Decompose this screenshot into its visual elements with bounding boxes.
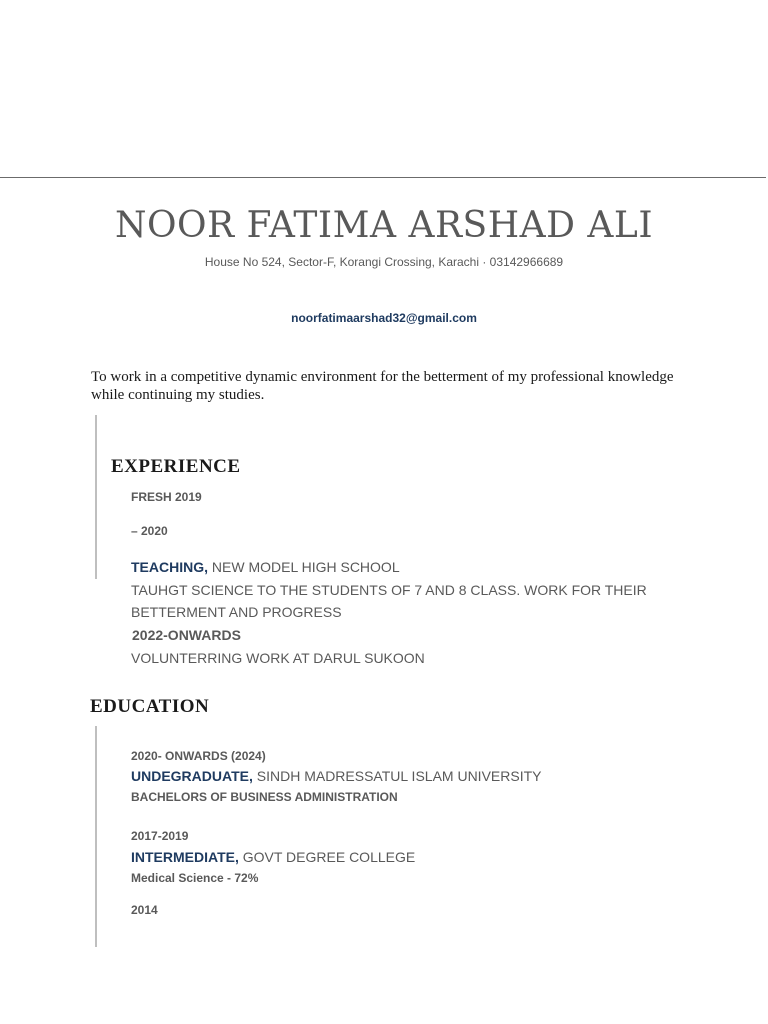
objective-text: To work in a competitive dynamic environment for the betterment of my professional knowledge while continuing my studies. xyxy=(91,369,674,403)
experience-role-org: NEW MODEL HIGH SCHOOL xyxy=(211,559,400,575)
education-entry xyxy=(131,849,415,865)
experience-date-end: – 2020 xyxy=(131,524,168,538)
volunteer-date: 2022-ONWARDS xyxy=(132,627,241,643)
education-date: 2017-2019 xyxy=(131,829,189,843)
experience-role-title: TEACHING, xyxy=(131,559,208,575)
education-detail: BACHELORS OF BUSINESS ADMINISTRATION xyxy=(131,790,398,804)
experience-date-start: FRESH 2019 xyxy=(131,490,202,504)
education-date: 2014 xyxy=(131,903,158,917)
experience-heading: EXPERIENCE xyxy=(111,456,241,477)
experience-role-description: TAUHGT SCIENCE TO THE STUDENTS OF 7 AND 8 CLASS. WORK FOR THEIR BETTERMENT AND PROGRESS xyxy=(131,582,647,620)
education-degree: UNDEGRADUATE, xyxy=(131,768,253,784)
header-divider xyxy=(0,177,766,178)
education-entry xyxy=(131,768,541,784)
contact-line: House No 524, Sector-F, Korangi Crossing, Karachi · 03142966689 xyxy=(204,255,564,269)
education-detail: Medical Science - 72% xyxy=(131,871,259,885)
experience-role xyxy=(131,559,400,575)
education-date: 2020- ONWARDS (2024) xyxy=(131,749,266,763)
applicant-name: NOOR FATIMA ARSHAD ALI xyxy=(114,205,654,246)
experience-sidebar-rule xyxy=(95,415,97,579)
email-link[interactable]: noorfatimaarshad32@gmail.com xyxy=(291,311,477,325)
education-heading: EDUCATION xyxy=(90,696,210,717)
education-degree: INTERMEDIATE, xyxy=(131,849,239,865)
volunteer-description: VOLUNTERRING WORK AT DARUL SUKOON xyxy=(131,650,425,666)
education-sidebar-rule xyxy=(95,726,97,947)
education-school: SINDH MADRESSATUL ISLAM UNIVERSITY xyxy=(256,768,542,784)
education-school: GOVT DEGREE COLLEGE xyxy=(242,849,416,865)
